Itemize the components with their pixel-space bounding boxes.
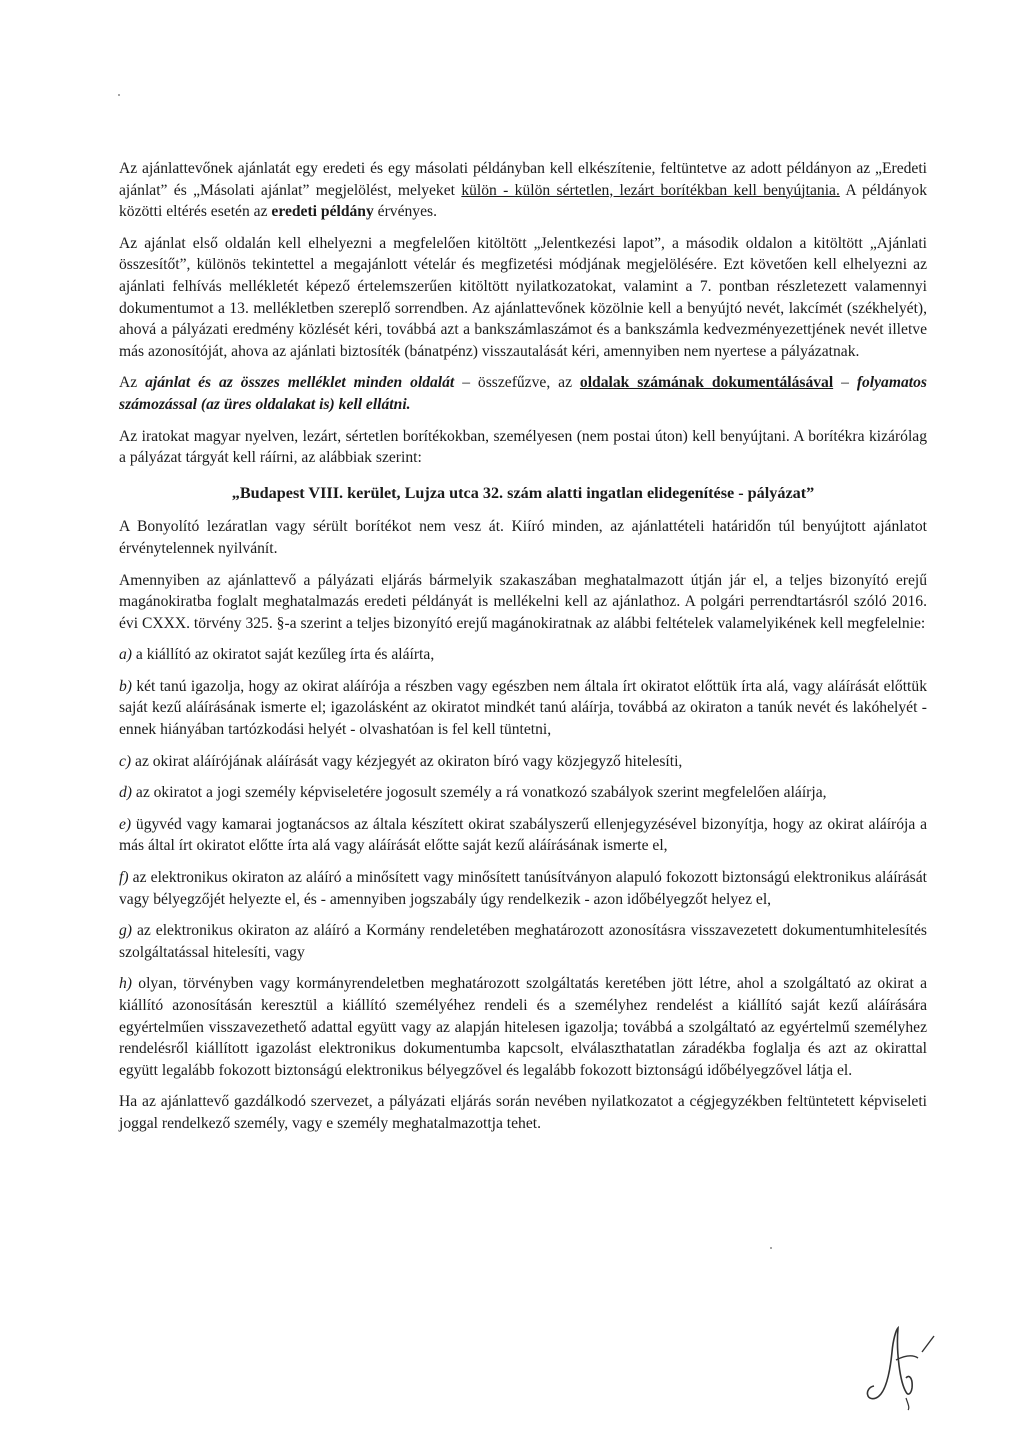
bold-italic-text: folyamatos számozással (az üres oldalakat is) kell ellátni. [119, 374, 927, 413]
handwritten-signature [856, 1322, 946, 1412]
paragraph-submission: Az iratokat magyar nyelven, lezárt, sértetlen borítékokban, személyesen (nem postai úton) kell benyújtani. A borítékra kizárólag a pályázat tárgyát kell ráírni, az alábbiak szerint: [119, 427, 927, 467]
paragraph-text: – összefűzve, az [454, 374, 580, 392]
paragraph-invalid-offers: A Bonyolító lezáratlan vagy sérült borítékot nem vesz át. Kiíró minden, az ajánlattételi határidőn túl benyújtott ajánlatot érvénytelennek nyilvánít. [119, 518, 927, 557]
item-label: g) [119, 922, 132, 940]
conditions-list [119, 644, 927, 1081]
list-item [119, 676, 927, 741]
item-text: az okiratot a jogi személy képviseletére jogosult személy a rá vonatkozó szabályok szerint megfelelően aláírja, [132, 784, 827, 802]
paragraph-copies [119, 158, 927, 223]
item-label: f) [119, 869, 129, 887]
paragraph-company-representative: Ha az ajánlattevő gazdálkodó szervezet, a pályázati eljárás során nevében nyilatkozatot a cégjegyzékben feltüntetett képviseleti joggal rendelkező személy, vagy e személy meghatalmazottja tehet. [119, 1093, 927, 1132]
paragraph-text: A példányok közötti eltérés esetén az [119, 181, 927, 221]
list-item [119, 920, 927, 963]
bold-text: eredeti példány [271, 203, 374, 221]
item-text: az elektronikus okiraton az aláíró a minősített vagy minősített tanúsítványon alapuló fokozott biztonságú elektronikus aláírását vagy bélyegzőjét helyezte el, és - amennyiben jogszabály úgy rendelkezik - azon időbélyegzőt helyez el, [119, 869, 927, 908]
list-item [119, 814, 927, 857]
envelope-title: „Budapest VIII. kerület, Lujza utca 32. szám alatti ingatlan elidegenítése - pályázat” [231, 483, 815, 502]
item-label: e) [119, 815, 132, 833]
paragraph-text: Az [119, 374, 146, 392]
paragraph-text: – [833, 374, 857, 392]
paragraph-numbering [119, 372, 927, 415]
item-label: c) [119, 752, 132, 770]
paragraph-contents-order: Az ajánlat első oldalán kell elhelyezni a megfelelően kitöltött „Jelentkezési lapot”, a második oldalon a kitöltött „Ajánlati összesítőt”, különös tekintettel a megajánlott vételár és megfizetési módjának megjelölésére. Ezt követően kell elhelyezni az ajánlati felhívás mellékletét képező értelemszerűen kitöltött nyilatkozatokat, valamint a 7. pontban részletezett valamennyi dokumentumot a 13. mellékletben szereplő sorrendben. Az ajánlattevőnek közölnie kell a benyújtó nevét, lakcímét (székhelyét), ahová a pályázati eredmény közlését kéri, továbbá azt a bankszámlaszámot és a bankszámla kedvezményezettjének nevét illetve más azonosítóját, ahova az ajánlati biztosíték (bánatpénz) visszautalását kéri, amennyiben nem nyertese a pályázatnak. [119, 234, 927, 360]
item-label: d) [119, 784, 132, 802]
list-item [119, 867, 927, 910]
list-item [119, 751, 927, 773]
paragraph-text: Az ajánlattevőnek ajánlatát egy eredeti és egy másolati példányban kell elkészítenie, feltüntetve az adott példányon az „Eredeti ajánlat” és „Másolati ajánlat” megjelölést, melyeket [119, 160, 927, 199]
list-item [119, 973, 927, 1081]
item-text: ügyvéd vagy kamarai jogtanácsos az általa készített okirat szabályszerű ellenjegyzésével bizonyítja, hogy az okirat aláírója a más által írt okiratot előtte írta alá vagy aláírását előtte saját kezű aláírásának ismerte el, [119, 815, 927, 855]
item-text: a kiállító az okiratot saját kezűleg írta és aláírta, [132, 646, 435, 664]
paragraph-text: érvényes. [373, 203, 437, 221]
item-label: a) [119, 646, 132, 664]
scan-speck [770, 1247, 772, 1249]
list-item [119, 644, 927, 666]
scan-speck [118, 94, 120, 96]
item-text: az okirat aláírójának aláírását vagy kézjegyét az okiraton bíró vagy közjegyző hitelesíti, [131, 752, 683, 770]
paragraph-authorization: Amennyiben az ajánlattevő a pályázati eljárás bármelyik szakaszában meghatalmazott útján jár el, a teljes bizonyító erejű magánokiratba foglalt meghatalmazás eredeti példányát is mellékelni kell az ajánlathoz. A polgári perrendtartásról szóló 2016. évi CXXX. törvény 325. §-a szerint a teljes bizonyító erejű magánokiratnak az alábbi feltételek valamelyikének kell megfelelnie: [119, 571, 927, 632]
item-text: két tanú igazolja, hogy az okirat aláírója a részben vagy egészben nem általa írt okiratot előttük írta alá, vagy aláírását előttük saját kezű aláírásának ismerte el; igazolásként az okiratot mindkét tanú aláírja, továbbá az okiraton a tanúk nevét és lakóhelyét - ennek hiányában tartózkodási helyét - olvashatóan is fel kell tüntetni, [119, 677, 927, 739]
document-body [119, 158, 927, 1145]
list-item [119, 782, 927, 804]
bold-italic-text: ajánlat és az összes melléklet minden oldalát [145, 374, 455, 392]
item-text: az elektronikus okiraton az aláíró a Kormány rendeletében meghatározott azonosításra visszavezetett dokumentumhitelesítés szolgáltatással hitelesíti, vagy [119, 922, 927, 961]
item-text: olyan, törvényben vagy kormányrendeletben meghatározott szolgáltatás keretében jött létre, ahol a szolgáltató az okirat a kiállító azonosításán keresztül a kiállító személyéhez rendeli és a személyhez rendelést a kiállító saját kezű aláírására egyértelműen visszavezethető adattal együtt vagy az alapján hitelesen igazolja; továbbá a szolgáltató az egyértelmű személyhez rendelésről kiállított igazolást elektronikus dokumentumba kapcsolt, elválaszthatatlan záradékba foglalja és azt az okirattal együtt legalább fokozott biztonságú elektronikus bélyegzővel és legalább fokozott biztonságú időbélyegzővel látja el. [119, 975, 927, 1079]
bold-underlined-text: oldalak számának dokumentálásával [579, 374, 834, 392]
item-label: b) [119, 677, 132, 695]
underlined-text: külön - külön sértetlen, lezárt borítékban kell benyújtania. [461, 181, 840, 199]
item-label: h) [119, 975, 132, 993]
